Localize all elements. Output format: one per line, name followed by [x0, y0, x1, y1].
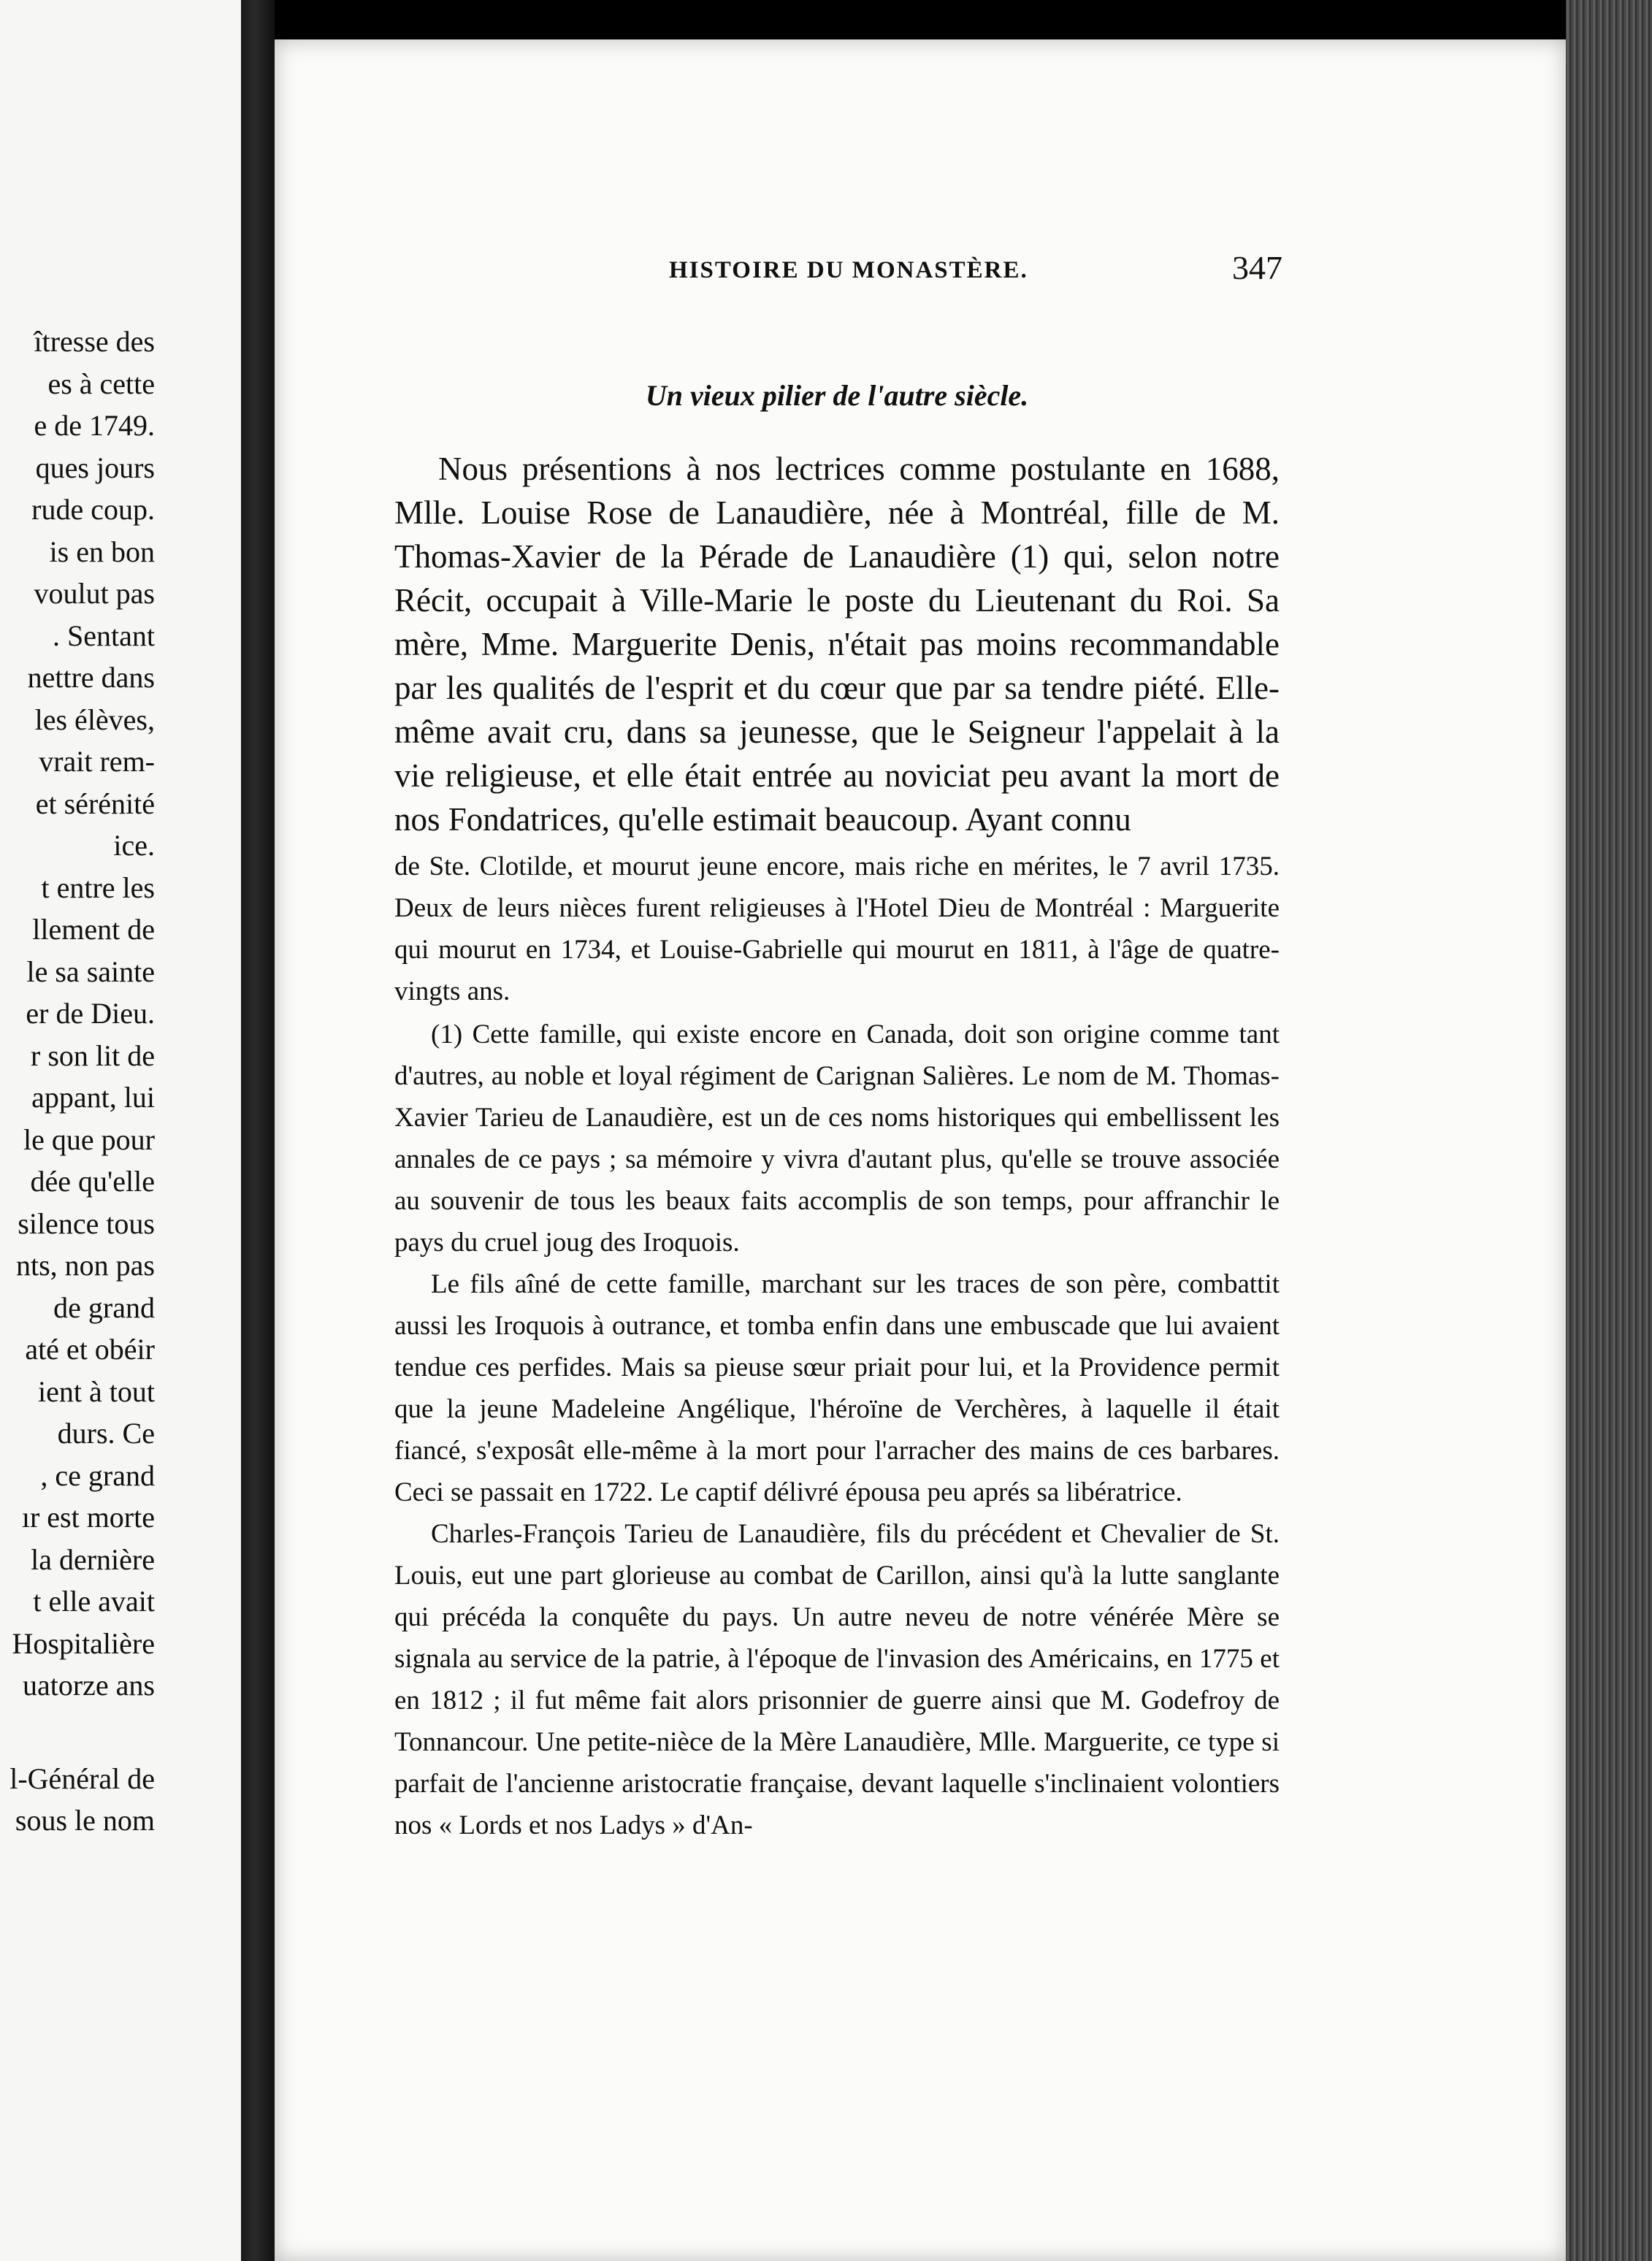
- left-page-line: nts, non pas: [16, 1249, 155, 1282]
- book-gutter: [241, 0, 275, 2261]
- left-page-line: vrait rem-: [39, 745, 155, 778]
- left-page-line: llement de: [32, 913, 155, 946]
- main-paragraph: Nous présentions à nos lectrices comme postulante en 1688, Mlle. Louise Rose de Lanaudière, née à Montréal, fille de M. Thomas-Xavier de la Pérade de Lanaudière (1) qui, selon notre Récit, occupait à Ville-Marie le poste du Lieutenant du Roi. Sa mère, Mme. Marguerite Denis, n'était pas moins recommandable par les qualités de l'esprit et du cœur que par sa tendre piété. Elle-même avait cru, dans sa jeunesse, que le Seigneur l'appelait à la vie religieuse, et elle était entrée au noviciat peu avant la mort de nos Fondatrices, qu'elle estimait beaucoup. Ayant connu: [394, 451, 1280, 838]
- running-title: HISTOIRE DU MONASTÈRE.: [669, 257, 1028, 283]
- page-header: [391, 248, 1282, 292]
- left-page-line: îtresse des: [34, 325, 155, 358]
- left-page-line: er de Dieu.: [26, 997, 155, 1030]
- left-page-line: de grand: [53, 1290, 155, 1324]
- left-page-line: les élèves,: [34, 703, 155, 736]
- left-page-line: appant, lui: [31, 1081, 155, 1114]
- main-text-block: [394, 447, 1280, 841]
- continuation-note-block: [394, 846, 1280, 1012]
- left-page-line: nettre dans: [27, 661, 155, 694]
- page-edges: [1566, 0, 1652, 2261]
- footnote-paragraph: (1) Cette famille, qui existe encore en Canada, doit son origine comme tant d'autres, au noble et loyal régiment de Carignan Salières. Le nom de M. Thomas-Xavier Tarieu de Lanaudière, est un de ces noms historiques qui embellissent les annales de ce pays ; sa mémoire y vivra d'autant plus, qu'elle se trouve associée au souvenir de tous les beaux faits accomplis de son temps, pour affranchir le pays du cruel joug des Iroquois.: [394, 1019, 1280, 1258]
- left-page-line: is en bon: [49, 535, 155, 568]
- left-page-line: ır est morte: [21, 1501, 155, 1534]
- left-page-line: , ce grand: [40, 1458, 155, 1492]
- footnote-paragraph: Charles-François Tarieu de Lanaudière, fils du précédent et Chevalier de St. Louis, eut une part glorieuse au combat de Carillon, ainsi qu'à la lutte sanglante qui précéda la conquête du pays. Un autre neveu de notre vénérée Mère se signala au service de la patrie, à l'époque de l'invasion des Américains, en 1775 et en 1812 ; il fut même fait alors prisonnier de guerre ainsi que M. Godefroy de Tonnancour. Une petite-nièce de la Mère Lanaudière, Mlle. Marguerite, ce type si parfait de l'ancienne aristocratie française, devant laquelle s'inclinaient volontiers nos « Lords et nos Ladys » d'An-: [394, 1519, 1280, 1840]
- left-page-line: r son lit de: [31, 1038, 155, 1072]
- left-page-line: le que pour: [23, 1122, 155, 1156]
- left-page-line: até et obéir: [25, 1333, 155, 1366]
- left-facing-page: [0, 0, 241, 2261]
- left-page-line: durs. Ce: [57, 1417, 155, 1450]
- left-page-line: dée qu'elle: [30, 1165, 155, 1198]
- left-page-line: . Sentant: [53, 619, 155, 652]
- left-page-line: rude coup.: [31, 493, 155, 526]
- left-page-line: t entre les: [41, 871, 155, 904]
- left-page-line: uatorze ans: [22, 1669, 155, 1702]
- left-page-line: ient à tout: [38, 1374, 155, 1408]
- left-page-line: voulut pas: [34, 577, 155, 610]
- left-page-line: l-Général de: [9, 1761, 155, 1795]
- left-page-line: silence tous: [18, 1206, 155, 1240]
- footnotes-block: [394, 1014, 1280, 1846]
- left-page-line: la dernière: [31, 1542, 155, 1576]
- section-title: Un vieux pilier de l'autre siècle.: [645, 379, 1029, 412]
- left-page-line: e de 1749.: [34, 409, 155, 442]
- page-number: 347: [1232, 249, 1282, 286]
- left-page-line: es à cette: [47, 367, 155, 400]
- left-page-line: Hospitalière: [12, 1626, 155, 1660]
- left-page-line: et sérénité: [35, 787, 155, 820]
- continuation-note: de Ste. Clotilde, et mourut jeune encore, mais riche en mérites, le 7 avril 1735. Deux de leurs nièces furent religieuses à l'Hotel Dieu de Montréal : Marguerite qui mourut en 1734, et Louise-Gabrielle qui mourut en 1811, à l'âge de quatre-vingts ans.: [394, 852, 1280, 1006]
- left-page-line: ques jours: [35, 451, 155, 484]
- left-page-line: sous le nom: [15, 1804, 155, 1837]
- left-page-line: t elle avait: [33, 1585, 155, 1618]
- footnote-paragraph: Le fils aîné de cette famille, marchant sur les traces de son père, combattit aussi les Iroquois à outrance, et tomba enfin dans une embuscade que lui avaient tendue ces perfides. Mais sa pieuse sœur priait pour lui, et la Providence permit que la jeune Madeleine Angélique, l'héroïne de Verchères, à laquelle il était fiancé, s'exposât elle-même à la mort pour l'arracher des mains de ces barbares. Ceci se passait en 1722. Le captif délivré épousa peu aprés sa libératrice.: [394, 1269, 1280, 1507]
- left-page-line: le sa sainte: [26, 954, 155, 988]
- left-page-line: ice.: [113, 829, 155, 862]
